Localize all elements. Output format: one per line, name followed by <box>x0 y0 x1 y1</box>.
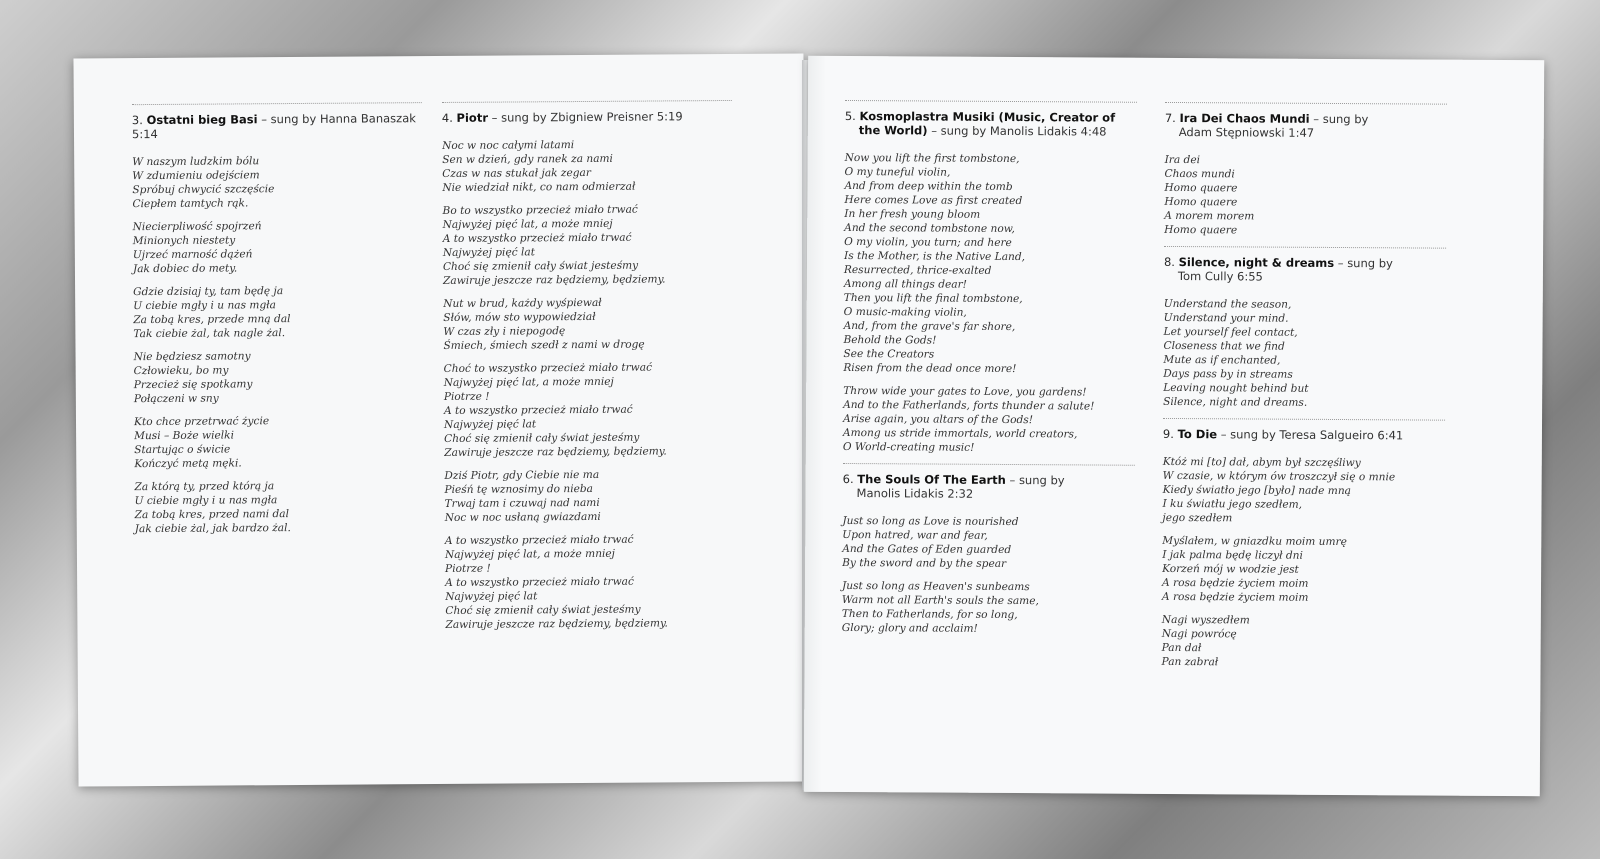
lyric-line: I ku światłu jego szedłem, <box>1162 497 1303 511</box>
lyric-line: Zawiruje jeszcze raz będziemy, będziemy. <box>442 273 666 287</box>
lyric-line: Najwyżej pięć lat <box>442 246 536 259</box>
lyric-line: Nie wiedział nikt, co nam odmierzał <box>442 180 636 194</box>
lyric-line: See the Creators <box>843 347 935 361</box>
lyric-line: Among us stride immortals, world creators, <box>842 426 1078 441</box>
lyric-line: A to wszystko przecież miało trwać <box>445 575 634 589</box>
lyric-line: Homo quaere <box>1164 195 1238 209</box>
song-lyrics <box>1164 153 1447 239</box>
lyric-line: Pan dał <box>1161 641 1202 655</box>
song-title: Kosmoplastra Musiki (Music, Creator of <box>859 109 1116 125</box>
lyric-line: Ujrzeć marność dążeń <box>132 248 253 262</box>
lyric-line: Resurrected, thrice-exalted <box>843 263 992 277</box>
lyric-line: Ira dei <box>1164 153 1201 167</box>
lyric-line: Zawiruje jeszcze raz będziemy, będziemy. <box>444 445 667 459</box>
song-title-line2: the World) <box>858 123 928 138</box>
lyric-stanza <box>442 202 733 288</box>
lyric-line: Choć to wszystko przecież miało trwać <box>443 361 653 375</box>
lyric-line: Piotrze ! <box>443 390 490 403</box>
lyric-line: Behold the Gods! <box>843 333 937 347</box>
lyric-line: Dziś Piotr, gdy Ciebie nie ma <box>444 468 600 482</box>
song-lyrics <box>442 137 735 632</box>
lyric-line: And the Gates of Eden guarded <box>842 542 1012 557</box>
dotted-divider <box>132 102 422 105</box>
song-credit: sung by Hanna Banaszak 5:14 <box>131 111 416 142</box>
right-column-1 <box>842 100 1137 646</box>
lyric-line: O my tuneful violin, <box>844 165 951 179</box>
lyric-stanza <box>843 384 1135 456</box>
dotted-divider <box>845 100 1137 103</box>
separator: – <box>1334 255 1348 271</box>
track-number: 9. <box>1162 426 1174 441</box>
song-heading <box>1164 255 1446 285</box>
lyric-line: Śmiech, śmiech szedł z nami w drogę <box>443 338 645 352</box>
lyric-line: W zdumieniu odejściem <box>132 169 260 183</box>
lyric-line: Here comes Love as first created <box>844 193 1023 208</box>
lyric-line: Za tobą kres, przed nami dal <box>134 508 290 522</box>
track-number: 8. <box>1163 254 1176 270</box>
lyric-line: W czasie, w którym ów troszczył się o mnie <box>1162 469 1396 484</box>
lyric-line: Choć się zmienił cały świat jesteśmy <box>442 259 639 273</box>
lyric-line: Najwyżej pięć lat <box>443 418 537 431</box>
lyric-line: Nut w brud, każdy wyśpiewał <box>443 296 602 310</box>
lyric-line: Just so long as Love is nourished <box>842 514 1019 529</box>
lyric-line: Jak dobiec do mety. <box>132 262 238 276</box>
track-number: 3. <box>131 113 143 128</box>
track-number: 6. <box>842 471 854 487</box>
lyric-line: Najwyżej pięć lat, a może mniej <box>443 375 614 389</box>
lyric-line: Człowieku, bo my <box>133 364 229 378</box>
song-lyrics <box>842 514 1135 637</box>
lyric-line: And the second tombstone now, <box>844 221 1015 236</box>
lyric-line: A morem morem <box>1164 209 1255 223</box>
lyric-line: Kończyć metą męki. <box>134 457 242 471</box>
lyric-line: Then to Fatherlands, for so long, <box>841 607 1018 622</box>
separator: – <box>487 110 502 125</box>
lyric-line: Let yourself feel contact, <box>1163 325 1298 339</box>
song-credit: sung by Teresa Salgueiro 6:41 <box>1230 427 1404 443</box>
lyric-line: Myślałem, w gniazdku moim umrę <box>1162 534 1347 549</box>
lyric-line: Przecież się spotkamy <box>133 378 253 392</box>
song-heading <box>442 109 732 125</box>
dotted-divider <box>442 100 732 103</box>
dotted-divider <box>843 463 1135 466</box>
lyric-line: A to wszystko przecież miało trwać <box>443 403 633 417</box>
lyric-line: Arise again, you altars of the Gods! <box>843 412 1034 427</box>
lyric-stanza <box>132 153 422 211</box>
lyric-stanza <box>1164 153 1447 239</box>
song-title: Silence, night & dreams <box>1178 255 1335 270</box>
lyric-line: A to wszystko przecież miało trwać <box>442 231 632 245</box>
lyric-line: Nagi wyszedłem <box>1161 613 1250 627</box>
lyric-line: Gdzie dzisiaj ty, tam będę ja <box>133 285 284 299</box>
left-booklet-page <box>73 53 808 786</box>
lyric-stanza <box>843 151 1136 377</box>
lyric-line: Silence, night and dreams. <box>1163 395 1308 409</box>
lyric-line: Pan zabrał <box>1161 655 1219 669</box>
lyric-line: Piotrze ! <box>444 562 491 575</box>
lyric-line: W naszym ludzkim bólu <box>132 155 260 169</box>
song-3-column <box>132 102 425 545</box>
lyric-line: Days pass by in streams <box>1163 367 1293 381</box>
song-heading <box>845 109 1137 139</box>
separator: – <box>1217 427 1231 442</box>
lyric-line: Sen w dzień, gdy ranek za nami <box>442 152 613 166</box>
song-credit: sung by Zbigniew Preisner 5:19 <box>500 109 683 125</box>
lyric-line: Now you lift the first tombstone, <box>844 151 1020 166</box>
lyric-line: By the sword and by the spear <box>842 556 1007 570</box>
dotted-divider <box>1165 102 1447 105</box>
lyric-stanza <box>133 283 423 341</box>
track-number: 7. <box>1164 110 1176 126</box>
lyric-line: Musi – Boże wielki <box>134 429 234 443</box>
song-heading <box>1165 111 1447 141</box>
song-credit-line2: Adam Stępniowski 1:47 <box>1178 125 1315 140</box>
lyric-line: A rosa będzie życiem moim <box>1161 590 1309 604</box>
lyric-stanza <box>1163 297 1446 411</box>
song-heading <box>1163 427 1445 443</box>
lyric-line: Niecierpliwość spojrzeń <box>132 220 262 234</box>
lyric-stanza <box>134 478 424 536</box>
dotted-divider <box>1163 418 1445 421</box>
song-lyrics <box>843 151 1137 456</box>
lyric-line: Najwyżej pięć lat, a może mniej <box>444 547 615 561</box>
lyric-line: A to wszystko przecież miało trwać <box>444 533 634 547</box>
lyric-line: Among all things dear! <box>843 277 967 291</box>
lyric-line: Choć się zmienił cały świat jesteśmy <box>444 431 640 445</box>
lyric-line: Upon hatred, war and fear, <box>842 528 988 542</box>
lyric-line: A rosa będzie życiem moim <box>1162 576 1309 590</box>
lyric-line: Warm not all Earth's souls the same, <box>841 593 1039 608</box>
lyric-stanza <box>444 360 735 460</box>
song-heading <box>843 472 1135 502</box>
lyric-line: Za którą ty, przed którą ja <box>134 480 275 494</box>
lyric-line: U ciebie mgły i u nas mgła <box>134 494 278 508</box>
lyric-line: Homo quaere <box>1164 181 1238 195</box>
lyric-line: Risen from the dead once more! <box>843 361 1017 376</box>
lyric-line: O my violin, you turn; and here <box>844 235 1012 250</box>
lyric-line: Nagi powrócę <box>1161 627 1237 641</box>
separator: – <box>1309 111 1323 126</box>
lyric-stanza <box>133 218 423 276</box>
lyric-stanza <box>842 514 1134 572</box>
lyric-line: Choć się zmienił cały świat jesteśmy <box>445 603 641 617</box>
lyric-line: And from deep within the tomb <box>844 179 1013 194</box>
lyric-line: Bo to wszystko przecież miało trwać <box>442 203 638 217</box>
song-credit: sung by <box>1322 111 1369 127</box>
lyric-line: W czas zły i niepogodę <box>443 325 566 338</box>
right-booklet-page <box>804 56 1544 796</box>
lyric-line: jego szedłem <box>1162 511 1233 525</box>
lyric-line: Tak ciebie żal, tak nagle żal. <box>133 327 286 341</box>
lyric-line: Noc w noc całymi latami <box>442 139 575 152</box>
song-credit: sung by <box>1347 256 1393 271</box>
separator: – <box>257 112 271 127</box>
lyric-stanza <box>1162 455 1444 527</box>
lyric-line: Spróbuj chwycić szczęście <box>132 183 275 197</box>
lyric-line: In her fresh young bloom <box>844 207 981 221</box>
lyric-line: Noc w noc usłaną gwiazdami <box>444 510 601 524</box>
lyric-stanza <box>1162 613 1444 671</box>
lyric-line: Nie będziesz samotny <box>133 350 251 364</box>
lyric-line: Korzeń mój w wodzie jest <box>1162 562 1299 576</box>
song-credit: sung by <box>1018 473 1065 488</box>
song-credit: sung by Manolis Lidakis 4:48 <box>940 123 1107 139</box>
song-title: To Die <box>1177 427 1218 442</box>
lyric-line: I jak palma będę liczył dni <box>1162 548 1303 562</box>
separator: – <box>927 123 941 138</box>
lyric-line: Chaos mundi <box>1164 167 1235 181</box>
lyric-line: Zawiruje jeszcze raz będziemy, będziemy. <box>445 617 668 631</box>
lyric-line: Leaving nought behind but <box>1163 381 1309 395</box>
song-title: Ira Dei Chaos Mundi <box>1179 111 1310 126</box>
song-title: Ostatni bieg Basi <box>146 112 258 128</box>
separator: – <box>1005 472 1020 488</box>
lyric-line: Jak ciebie żal, jak bardzo żal. <box>134 522 291 536</box>
lyric-line: O music-making violin, <box>843 305 967 319</box>
lyric-line: Then you lift the final tombstone, <box>843 291 1023 306</box>
lyric-line: Is the Mother, is the Native Land, <box>843 249 1026 264</box>
track-number: 4. <box>441 110 453 125</box>
lyric-line: Mute as if enchanted, <box>1163 353 1281 367</box>
lyric-line: Startując o świcie <box>134 443 231 457</box>
lyric-stanza <box>444 467 734 525</box>
lyric-line: Understand the season, <box>1163 297 1292 311</box>
lyric-stanza <box>443 295 733 353</box>
right-column-2 <box>1161 102 1447 680</box>
song-title: Piotr <box>456 110 489 125</box>
lyric-line: Closeness that we find <box>1163 339 1285 353</box>
song-4-column <box>442 100 736 641</box>
lyric-line: And to the Fatherlands, forts thunder a salute! <box>843 398 1095 413</box>
song-lyrics <box>1162 455 1445 671</box>
lyric-line: Ciepłem tamtych rąk. <box>132 197 249 211</box>
lyric-line: Najwyżej pięć lat <box>445 590 538 603</box>
lyric-line: Homo quaere <box>1164 223 1238 237</box>
lyric-line: Kiedy światło jego [było] nade mną <box>1162 483 1352 498</box>
lyric-line: Któż mi [to] dał, abym był szczęśliwy <box>1162 455 1361 470</box>
lyric-stanza <box>134 348 424 406</box>
lyric-line: U ciebie mgły i u nas mgła <box>133 299 277 313</box>
track-number: 5. <box>844 108 856 124</box>
lyric-stanza <box>445 532 736 632</box>
lyric-line: And, from the grave's far shore, <box>843 319 1016 334</box>
lyric-line: Minionych niestety <box>132 234 236 248</box>
lyric-line: Understand your mind. <box>1163 311 1289 325</box>
lyric-line: Trwaj tam i czuwaj nad nami <box>444 496 600 510</box>
lyric-stanza <box>134 413 424 471</box>
lyric-line: O World-creating music! <box>842 440 975 454</box>
lyric-line: Połączeni w sny <box>133 392 219 406</box>
dotted-divider <box>1164 246 1446 249</box>
lyric-line: Kto chce przetrwać życie <box>133 415 270 429</box>
song-credit-line2: Manolis Lidakis 2:32 <box>856 486 974 501</box>
lyric-stanza <box>1162 534 1444 606</box>
lyric-line: Najwyżej pięć lat, a może mniej <box>442 217 613 231</box>
song-heading <box>132 111 422 141</box>
song-credit-line2: Tom Cully 6:55 <box>1177 269 1263 284</box>
lyric-stanza <box>442 137 732 195</box>
lyric-line: Glory; glory and acclaim! <box>841 621 978 635</box>
lyric-line: Pieśń tę wznosimy do nieba <box>444 482 594 496</box>
song-lyrics <box>132 153 425 536</box>
lyric-line: Throw wide your gates to Love, you gardens! <box>843 384 1087 399</box>
song-lyrics <box>1163 297 1446 411</box>
lyric-line: Czas w nas stukał jak zegar <box>442 166 591 180</box>
lyric-line: Słów, mów sto wypowiedział <box>443 310 596 324</box>
lyric-line: Za tobą kres, przede mną dal <box>133 313 291 327</box>
song-title: The Souls Of The Earth <box>857 472 1006 487</box>
lyric-stanza <box>842 579 1134 637</box>
lyric-line: Just so long as Heaven's sunbeams <box>841 579 1030 594</box>
